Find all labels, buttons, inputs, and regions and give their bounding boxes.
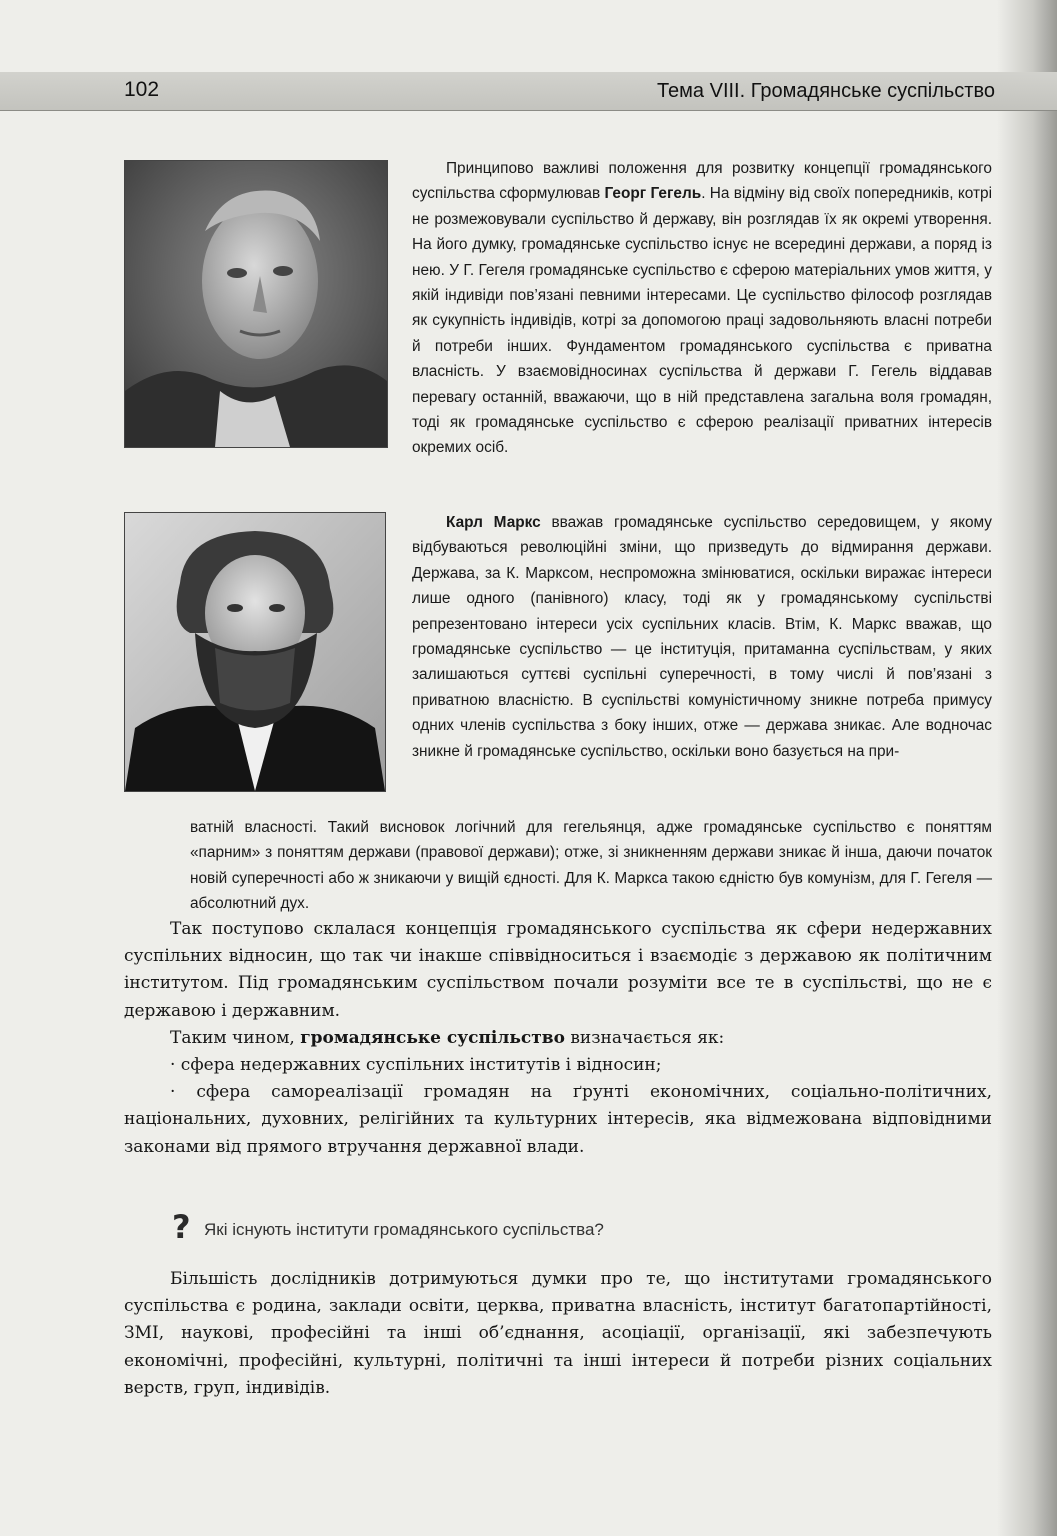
definition-pre: Таким чином, xyxy=(170,1027,301,1048)
marx-tail-text: ватній власності. Такий висновок логічний для гегельянця, адже громадянське суспільство є поняттям «парним» з поняттям держави (правової держави); отже, зі зникненням держави зникає й інша, даючи початок новій суперечності або ж зникаючи у вищій єдності. Для К. Маркса такою єдністю був комунізм, для Г. Гегеля — абсолютний дух. xyxy=(190,819,992,913)
definition-post: визначається як: xyxy=(564,1027,725,1048)
marx-paragraph-block xyxy=(412,510,992,764)
hegel-text-pre: Принципово важливі положення для розвитку концепції громадянського суспільства сформулював xyxy=(412,160,992,203)
definition-intro xyxy=(124,1025,992,1052)
definition-bullet-2: · сфера самореалізації громадян на ґрунті економічних, соціально-політичних, національних, духовних, релігійних та культурних інтересів, яка відмежована відповідними законами від прямого втручання державної влади. xyxy=(124,1082,992,1157)
hegel-text-post: . На відміну від своїх попередників, котрі не розмежовували суспільство й державу, він розглядав їх як окремі утворення. На його думку, громадянське суспільство існує не всередині держави, а поряд із нею. У Г. Гегеля громадянське суспільство є сферою матеріальних умов життя, у якій індивіди пов’язані певними інтересами. Це суспільство філософ розглядав як сукупність індивідів, котрі за допомогою праці задовольняють власні потреби й потреби інших. Фундаментом громадянського суспільства є приватна власність. У взаємовідносинах суспільства й держави Г. Гегель віддавав перевагу останній, вважаючи, що в ній представлена загальна воля громадян, тоді як громадянське суспільство є сферою реалізації приватних інтересів окремих осіб. xyxy=(412,185,993,457)
marx-paragraph-continuation xyxy=(190,815,992,917)
definition-bullet-1: · сфера недержавних суспільних інститутів і відносин; xyxy=(170,1055,662,1076)
marx-text-post: вважав громадянське суспільство середовищем, у якому відбуваються революційні зміни, що призведуть до відмирання держави. Держава, за К. Марксом, неспроможна змінюватися, оскільки виражає інтереси лише одного (панівного) класу, тоді як у громадянському суспільстві репрезентовано інтереси усіх суспільних класів. Втім, К. Маркс вважав, що громадянське суспільство — це інституція, притаманна суспільствам, у яких залишаються суттєві суспільні суперечності, в тому числі й пов’язані з приватною власністю. В суспільстві комуністичному зникне потреба примусу одних членів суспільства з боку інших, отже — держава зникає. Але водночас зникне й громадянське суспільство, оскільки воно базується на при- xyxy=(412,514,992,760)
answer-paragraph: Більшість дослідників дотримуються думки про те, що інститутами громадянського суспільства є родина, заклади освіти, церква, приватна власність, інститут багатопартійності, ЗМІ, наукові, професійні та інші об’єднання, асоціації, організації, які забезпечують економічні, професійні, культурні, політичні та інші інтереси й потреби різних соціальних верств, груп, індивідів. xyxy=(124,1269,992,1398)
marx-paragraph xyxy=(412,510,992,764)
running-title: Тема VIII. Громадянське суспільство xyxy=(656,80,995,102)
hegel-portrait xyxy=(124,160,388,448)
page-number: 102 xyxy=(124,78,160,101)
marx-portrait xyxy=(124,512,386,792)
hegel-paragraph-block xyxy=(412,156,992,461)
question-mark-icon: ? xyxy=(172,1208,191,1246)
marx-name: Карл Маркс xyxy=(446,514,541,531)
main-body xyxy=(124,916,992,1161)
page-edge-shadow xyxy=(997,0,1057,1536)
definition-term: громадянське суспільство xyxy=(300,1027,565,1048)
section-question xyxy=(172,1208,872,1250)
hegel-name: Георг Гегель xyxy=(604,185,702,203)
answer-body xyxy=(124,1266,992,1402)
question-heading: Які існують інститути громадянського суспільства? xyxy=(204,1220,604,1239)
concept-paragraph: Так поступово склалася концепція громадянського суспільства як сфери недержавних суспільних відносин, що так чи інакше співвідноситься і взаємодіє з державою як політичним інститутом. Під громадянським суспільством почали розуміти все те в суспільстві, що не є державою і державним. xyxy=(124,919,992,1021)
hegel-paragraph xyxy=(412,156,992,461)
